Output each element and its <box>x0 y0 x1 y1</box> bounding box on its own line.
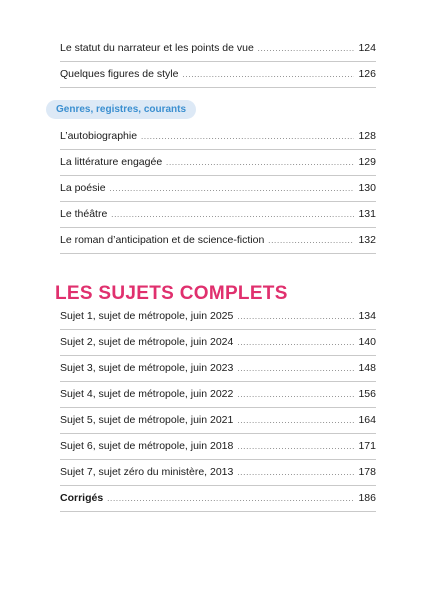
dot-leader <box>237 366 354 373</box>
toc-entry[interactable] <box>60 330 376 356</box>
toc-entry[interactable] <box>60 460 376 486</box>
toc-entry[interactable] <box>60 304 376 330</box>
toc-entry[interactable] <box>60 356 376 382</box>
toc-entry[interactable] <box>60 202 376 228</box>
dot-leader <box>141 134 354 141</box>
toc-entry-label: Sujet 7, sujet zéro du ministère, 2013 <box>60 466 234 478</box>
toc-entry-page: 164 <box>358 414 376 426</box>
dot-leader <box>237 340 354 347</box>
toc-entry-page: 148 <box>358 362 376 374</box>
toc-entry-page: 134 <box>358 310 376 322</box>
dot-leader <box>258 46 355 53</box>
dot-leader <box>237 444 354 451</box>
toc-entry-label: La littérature engagée <box>60 156 163 168</box>
toc-entry-page: 140 <box>358 336 376 348</box>
toc-group-sujets <box>60 304 376 512</box>
toc-entry-label: Sujet 5, sujet de métropole, juin 2021 <box>60 414 234 426</box>
toc-entry[interactable] <box>60 382 376 408</box>
toc-entry-label: Corrigés <box>60 492 104 504</box>
toc-entry[interactable] <box>60 124 376 150</box>
toc-entry-page: 131 <box>358 208 376 220</box>
dot-leader <box>237 418 354 425</box>
dot-leader <box>111 212 354 219</box>
toc-entry-page: 156 <box>358 388 376 400</box>
dot-leader <box>237 392 354 399</box>
section-title-sujets: LES SUJETS COMPLETS <box>55 283 288 304</box>
toc-entry[interactable] <box>60 176 376 202</box>
toc-entry[interactable] <box>60 408 376 434</box>
toc-entry-page: 124 <box>358 42 376 54</box>
toc-entry-label: L’autobiographie <box>60 130 138 142</box>
dot-leader <box>110 186 355 193</box>
toc-entry[interactable] <box>60 62 376 88</box>
toc-entry[interactable] <box>60 36 376 62</box>
toc-entry-page: 132 <box>358 234 376 246</box>
toc-entry[interactable] <box>60 228 376 254</box>
toc-entry[interactable] <box>60 150 376 176</box>
dot-leader <box>107 496 354 503</box>
dot-leader <box>182 72 354 79</box>
toc-entry-label: Sujet 3, sujet de métropole, juin 2023 <box>60 362 234 374</box>
toc-group-genres <box>60 124 376 254</box>
dot-leader <box>237 314 354 321</box>
toc-entry-page: 178 <box>358 466 376 478</box>
toc-entry[interactable] <box>60 434 376 460</box>
toc-entry-label: Le roman d’anticipation et de science-fiction <box>60 234 265 246</box>
toc-entry-label: Sujet 6, sujet de métropole, juin 2018 <box>60 440 234 452</box>
toc-entry-page: 186 <box>358 492 376 504</box>
toc-entry-label: Sujet 2, sujet de métropole, juin 2024 <box>60 336 234 348</box>
toc-entry-label: Sujet 1, sujet de métropole, juin 2025 <box>60 310 234 322</box>
toc-entry-label: La poésie <box>60 182 106 194</box>
toc-entry-page: 129 <box>358 156 376 168</box>
toc-entry-label: Le statut du narrateur et les points de vue <box>60 42 254 54</box>
toc-entry-corriges[interactable] <box>60 486 376 512</box>
toc-group-narration <box>60 36 376 88</box>
toc-entry-page: 171 <box>358 440 376 452</box>
toc-entry-label: Quelques figures de style <box>60 68 179 80</box>
dot-leader <box>166 160 354 167</box>
toc-entry-page: 130 <box>358 182 376 194</box>
dot-leader <box>268 238 354 245</box>
toc-entry-page: 126 <box>358 68 376 80</box>
toc-entry-label: Sujet 4, sujet de métropole, juin 2022 <box>60 388 234 400</box>
section-pill-genres: Genres, registres, courants <box>46 100 196 119</box>
toc-entry-label: Le théâtre <box>60 208 108 220</box>
toc-entry-page: 128 <box>358 130 376 142</box>
dot-leader <box>237 470 354 477</box>
